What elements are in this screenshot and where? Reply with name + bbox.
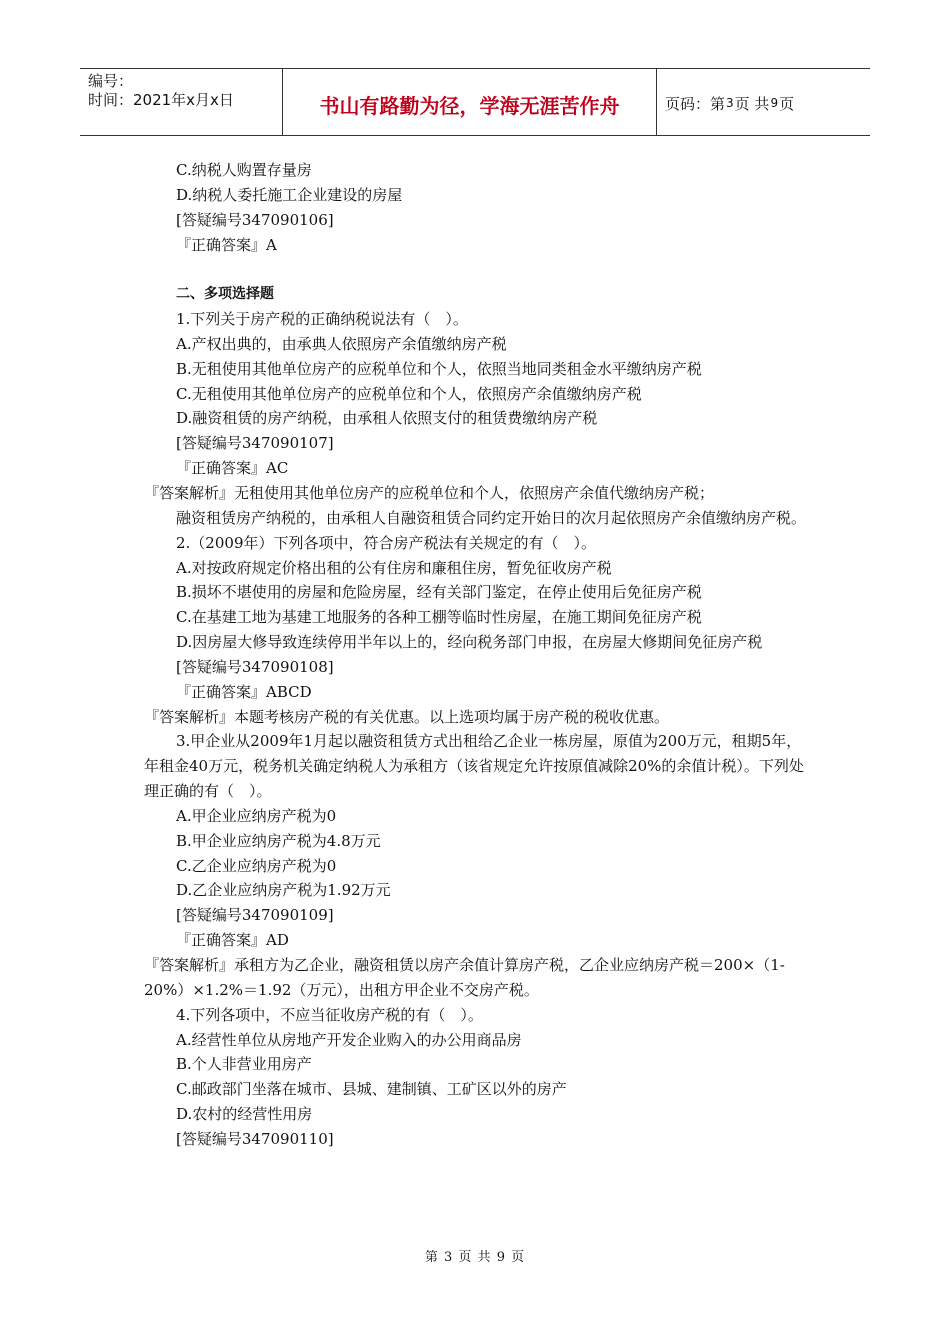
option-line: D.融资租赁的房产纳税，由承租人依照支付的租赁费缴纳房产税 (176, 409, 598, 428)
page-header (80, 68, 870, 136)
correct-answer: 『正确答案』ABCD (176, 682, 312, 701)
option-line: C.乙企业应纳房产税为0 (176, 856, 337, 875)
header-motto: 书山有路勤为径，学海无涯苦作舟 (283, 69, 657, 135)
page-total: 9 (770, 96, 779, 110)
question-stem: 2.（2009年）下列各项中，符合房产税法有关规定的有（ ）。 (176, 533, 596, 552)
option-line: A.甲企业应纳房产税为0 (176, 806, 337, 825)
question-stem: 4.下列各项中，不应当征收房产税的有（ ）。 (176, 1005, 483, 1024)
question-id: [答疑编号347090109] (176, 906, 334, 925)
option-line: C.纳税人购置存量房 (176, 161, 312, 179)
option-line: B.个人非营业用房产 (176, 1055, 312, 1074)
document-date-label: 时间：2021年x月x日 (88, 91, 234, 109)
question-stem: 1.下列关于房产税的正确纳税说法有（ ）。 (176, 310, 468, 329)
page-suffix: 页 (779, 94, 795, 113)
header-page-indicator (657, 69, 870, 135)
document-number-label: 编号： (88, 72, 134, 90)
option-line: D.纳税人委托施工企业建设的房屋 (176, 185, 403, 204)
section-heading: 二、多项选择题 (176, 286, 274, 303)
question-id: [答疑编号347090107] (176, 434, 334, 453)
option-line: A.经营性单位从房地产开发企业购入的办公用商品房 (176, 1030, 522, 1049)
correct-answer: 『正确答案』A (176, 235, 277, 254)
option-line: A.对按政府规定价格出租的公有住房和廉租住房，暂免征收房产税 (176, 558, 612, 577)
question-id: [答疑编号347090106] (176, 210, 334, 229)
page-footer: 第 3 页 共 9 页 (424, 1250, 526, 1265)
answer-analysis: 『答案解析』无租使用其他单位房产的应税单位和个人，依照房产余值代缴纳房产税； (144, 483, 715, 502)
page-current: 3 (726, 96, 734, 110)
option-line: C.无租使用其他单位房产的应税单位和个人，依照房产余值缴纳房产税 (176, 384, 642, 403)
page-prefix: 页码：第 (665, 94, 726, 113)
option-line: D.农村的经营性用房 (176, 1105, 313, 1124)
question-id: [答疑编号347090110] (176, 1129, 334, 1148)
correct-answer: 『正确答案』AD (176, 931, 289, 950)
option-line: A.产权出典的，由承典人依照房产余值缴纳房产税 (176, 334, 507, 353)
option-line: B.损坏不堪使用的房屋和危险房屋，经有关部门鉴定，在停止使用后免征房产税 (176, 583, 702, 602)
option-line: C.邮政部门坐落在城市、县城、建制镇、工矿区以外的房产 (176, 1080, 567, 1099)
document-body (144, 158, 810, 1152)
correct-answer: 『正确答案』AC (176, 459, 289, 478)
option-line: B.无租使用其他单位房产的应税单位和个人，依照当地同类租金水平缴纳房产税 (176, 359, 702, 378)
answer-analysis: 『答案解析』承租方为乙企业，融资租赁以房产余值计算房产税，乙企业应纳房产税＝200×（1-20%）×1.2%＝1.92（万元），出租方甲企业不交房产税。 (144, 956, 785, 999)
answer-analysis-continued: 融资租赁房产纳税的，由承租人自融资租赁合同约定开始日的次月起依照房产余值缴纳房产税。 (176, 508, 807, 527)
option-line: D.乙企业应纳房产税为1.92万元 (176, 881, 391, 900)
page-mid: 页 共 (734, 94, 770, 113)
answer-analysis: 『答案解析』本题考核房产税的有关优惠。以上选项均属于房产税的税收优惠。 (144, 707, 670, 726)
blank-line (144, 257, 810, 282)
question-id: [答疑编号347090108] (176, 657, 334, 676)
option-line: D.因房屋大修导致连续停用半年以上的，经向税务部门申报，在房屋大修期间免征房产税 (176, 633, 763, 652)
option-line: C.在基建工地为基建工地服务的各种工棚等临时性房屋，在施工期间免征房产税 (176, 608, 702, 627)
option-line: B.甲企业应纳房产税为4.8万元 (176, 831, 381, 850)
question-stem: 3.甲企业从2009年1月起以融资租赁方式出租给乙企业一栋房屋，原值为200万元，租期5年，年租金40万元，税务机关确定纳税人为承租方（该省规定允许按原值减除20%的余值计税）。下列处理正确的有（ ）。 (144, 732, 804, 801)
header-meta (80, 69, 283, 135)
